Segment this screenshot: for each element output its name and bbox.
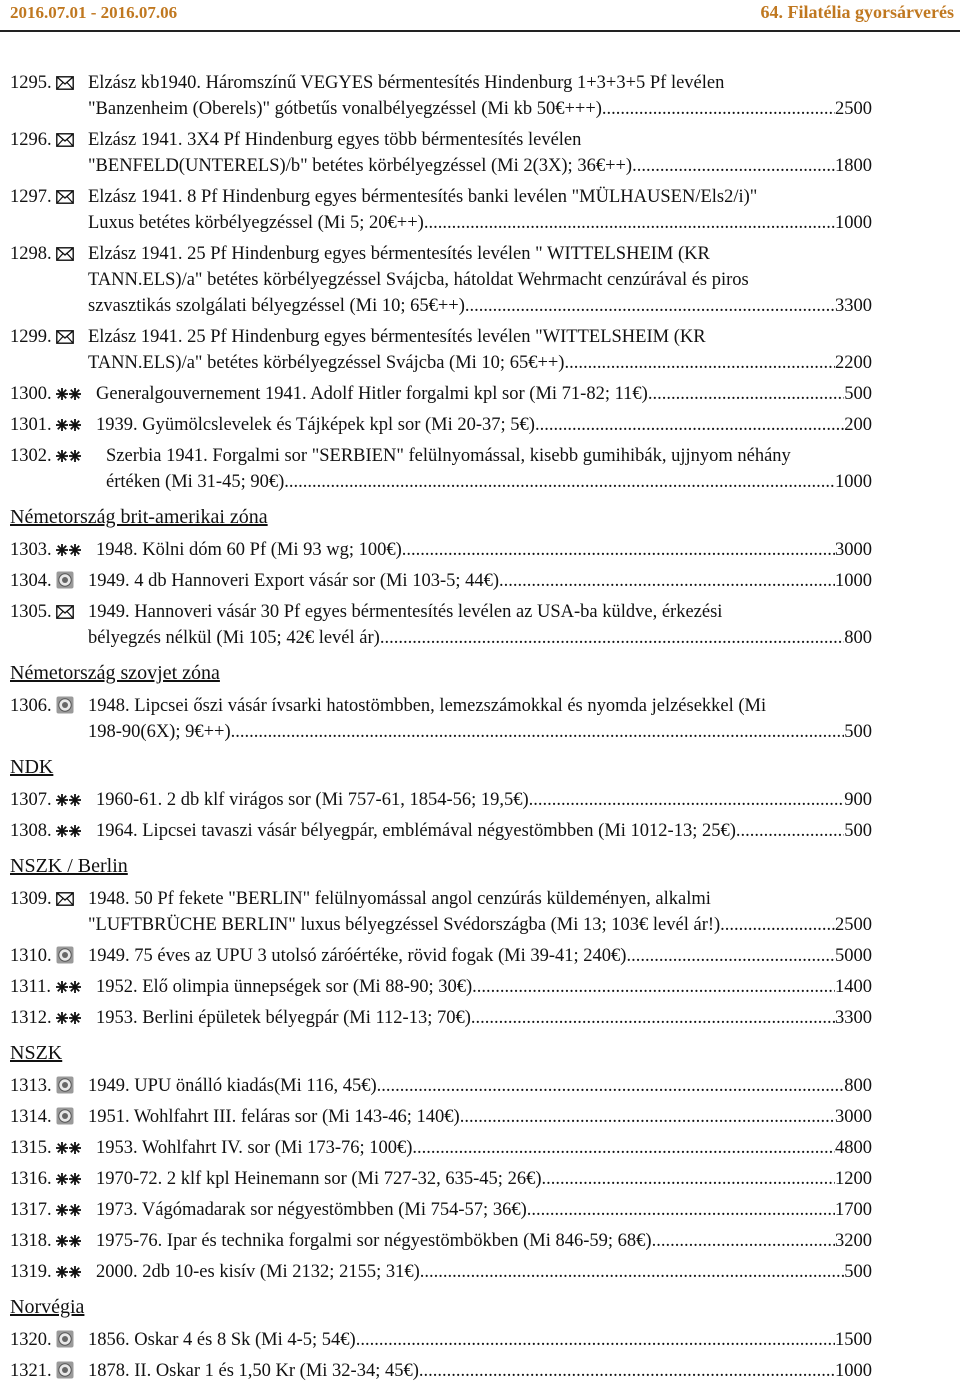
mint-stars-icon xyxy=(56,1141,82,1155)
dot-leader xyxy=(420,1259,845,1285)
envelope-icon xyxy=(56,247,74,261)
dot-leader xyxy=(356,1327,835,1353)
lot-entry xyxy=(10,1135,872,1161)
lot-description-line: 1964. Lipcsei tavaszi vásár bélyegpár, emblémával négyestömbben (Mi 1012-13; 25€) xyxy=(96,821,736,841)
lot-number: 1305. xyxy=(10,602,52,622)
dot-leader xyxy=(527,1197,835,1223)
dot-leader xyxy=(402,537,835,563)
starting-price: 1800 xyxy=(835,156,872,176)
lot-entry xyxy=(10,443,872,495)
dot-leader xyxy=(541,1166,835,1192)
dot-leader xyxy=(471,1005,835,1031)
starting-price: 900 xyxy=(844,790,872,810)
starting-price: 500 xyxy=(844,722,872,742)
dot-leader xyxy=(626,943,835,969)
dot-leader xyxy=(535,412,844,438)
dot-leader xyxy=(231,719,845,745)
starting-price: 2500 xyxy=(835,915,872,935)
dot-leader xyxy=(460,1104,835,1130)
lot-description-line: 1939. Gyümölcslevelek és Tájképek kpl sor (Mi 20-37; 5€) xyxy=(96,415,535,435)
lot-entry xyxy=(10,1327,872,1353)
starting-price: 1000 xyxy=(835,213,872,233)
starting-price: 3000 xyxy=(835,540,872,560)
mint-stars-icon xyxy=(56,1203,82,1217)
lot-description-line: 1960-61. 2 db klf virágos sor (Mi 757-61, 1854-56; 19,5€) xyxy=(96,790,529,810)
dot-leader xyxy=(412,1135,835,1161)
envelope-icon xyxy=(56,330,74,344)
lot-number: 1307. xyxy=(10,790,52,810)
lot-entry xyxy=(10,943,872,969)
mint-stars-icon xyxy=(56,1265,82,1279)
lot-number: 1296. xyxy=(10,130,52,150)
section-heading: NDK xyxy=(10,756,54,778)
starting-price: 1500 xyxy=(835,1330,872,1350)
dot-leader xyxy=(632,153,835,179)
lot-entry xyxy=(10,381,872,407)
starting-price: 1700 xyxy=(835,1200,872,1220)
lot-number: 1297. xyxy=(10,187,52,207)
starting-price: 3300 xyxy=(835,1008,872,1028)
date-range: 2016.07.01 - 2016.07.06 xyxy=(10,3,178,22)
lot-description-line: 1973. Vágómadarak sor négyestömbben (Mi 754-57; 36€) xyxy=(96,1200,527,1220)
lot-number: 1318. xyxy=(10,1231,52,1251)
envelope-icon xyxy=(56,605,74,619)
dot-leader xyxy=(602,96,835,122)
lot-number: 1320. xyxy=(10,1330,52,1350)
lot-description-line: "BENFELD(UNTERELS)/b" betétes körbélyegzéssel (Mi 2(3X); 36€++) xyxy=(88,156,633,176)
dot-leader xyxy=(652,1228,835,1254)
dot-leader xyxy=(499,568,835,594)
lot-entry xyxy=(10,241,872,319)
lot-number: 1317. xyxy=(10,1200,52,1220)
starting-price: 2500 xyxy=(835,99,872,119)
lot-description-line: Generalgouvernement 1941. Adolf Hitler forgalmi kpl sor (Mi 71-82; 11€) xyxy=(96,384,648,404)
lot-entry xyxy=(10,787,872,813)
section-heading: Németország szovjet zóna xyxy=(10,662,220,684)
lot-number: 1314. xyxy=(10,1107,52,1127)
lot-description-line: 1856. Oskar 4 és 8 Sk (Mi 4-5; 54€) xyxy=(88,1330,356,1350)
lot-entry xyxy=(10,1197,872,1223)
starting-price: 3200 xyxy=(835,1231,872,1251)
starting-price: 4800 xyxy=(835,1138,872,1158)
mint-stars-icon xyxy=(56,1172,82,1186)
lot-entry xyxy=(10,974,872,1000)
lot-entry xyxy=(10,1228,872,1254)
lot-description-line: Elzász kb1940. Háromszínű VEGYES bérmentesítés Hindenburg 1+3+3+5 Pf levélen xyxy=(88,73,725,93)
mint-stars-icon xyxy=(56,824,82,838)
dot-leader xyxy=(465,293,835,319)
used-stamp-icon xyxy=(56,696,74,714)
starting-price: 5000 xyxy=(835,946,872,966)
lot-description-line: 1949. UPU önálló kiadás(Mi 116, 45€) xyxy=(88,1076,377,1096)
lot-number: 1313. xyxy=(10,1076,52,1096)
lot-description-line: értéken (Mi 31-45; 90€) xyxy=(106,472,285,492)
lot-description-line: TANN.ELS)/a" betétes körbélyegzéssel Svájcba (Mi 10; 65€++) xyxy=(88,353,565,373)
lot-entry xyxy=(10,184,872,236)
catalog-title: 64. Filatélia gyorsárverés xyxy=(760,2,954,22)
lot-list xyxy=(10,70,872,1389)
lot-description-line: 1953. Wohlfahrt IV. sor (Mi 173-76; 100€) xyxy=(96,1138,413,1158)
lot-entry xyxy=(10,886,872,938)
dot-leader xyxy=(377,1073,845,1099)
lot-description-line: 1949. Hannoveri vásár 30 Pf egyes bérmentesítés levélen az USA-ba küldve, érkezési xyxy=(88,602,723,622)
lot-description-line: 1948. Kölni dóm 60 Pf (Mi 93 wg; 100€) xyxy=(96,540,402,560)
starting-price: 800 xyxy=(844,628,872,648)
lot-description-line: 2000. 2db 10-es kisív (Mi 2132; 2155; 31€) xyxy=(96,1262,420,1282)
lot-description-line: 1948. Lipcsei őszi vásár ívsarki hatostömbben, lemezszámokkal és nyomda jelzésekkel (Mi xyxy=(88,696,767,716)
mint-stars-icon xyxy=(56,543,82,557)
lot-description-line: Elzász 1941. 3X4 Pf Hindenburg egyes több bérmentesítés levélen xyxy=(88,130,582,150)
starting-price: 1000 xyxy=(835,571,872,591)
lot-description-line: szvasztikás szolgálati bélyegzéssel (Mi 10; 65€++) xyxy=(88,296,465,316)
dot-leader xyxy=(720,912,835,938)
lot-entry xyxy=(10,818,872,844)
section-heading: Németország brit-amerikai zóna xyxy=(10,506,268,528)
lot-description-line: 1878. II. Oskar 1 és 1,50 Kr (Mi 32-34; 45€) xyxy=(88,1361,419,1381)
starting-price: 500 xyxy=(844,384,872,404)
lot-entry xyxy=(10,412,872,438)
lot-number: 1300. xyxy=(10,384,52,404)
dot-leader xyxy=(424,210,835,236)
lot-number: 1319. xyxy=(10,1262,52,1282)
lot-description-line: TANN.ELS)/a" betétes körbélyegzéssel Svájcba, hátoldat Wehrmacht cenzúrával és piros xyxy=(88,270,749,290)
lot-description-line: Elzász 1941. 25 Pf Hindenburg egyes bérmentesítés levélen "WITTELSHEIM (KR xyxy=(88,327,706,347)
section-heading: NSZK xyxy=(10,1042,63,1064)
envelope-icon xyxy=(56,190,74,204)
lot-entry xyxy=(10,1166,872,1192)
starting-price: 3000 xyxy=(835,1107,872,1127)
mint-stars-icon xyxy=(56,387,82,401)
lot-entry xyxy=(10,324,872,376)
dot-leader xyxy=(736,818,844,844)
mint-stars-icon xyxy=(56,1011,82,1025)
lot-number: 1311. xyxy=(10,977,51,997)
lot-number: 1306. xyxy=(10,696,52,716)
page-header xyxy=(0,0,960,32)
lot-description-line: bélyegzés nélkül (Mi 105; 42€ levél ár) xyxy=(88,628,380,648)
lot-entry xyxy=(10,127,872,179)
starting-price: 200 xyxy=(844,415,872,435)
starting-price: 800 xyxy=(844,1076,872,1096)
lot-number: 1303. xyxy=(10,540,52,560)
lot-description-line: 1970-72. 2 klf kpl Heinemann sor (Mi 727-32, 635-45; 26€) xyxy=(96,1169,542,1189)
lot-number: 1302. xyxy=(10,446,52,466)
lot-description-line: 198-90(6X); 9€++) xyxy=(88,722,231,742)
lot-description-line: Szerbia 1941. Forgalmi sor "SERBIEN" felülnyomással, kisebb gumihibák, ujjnyom néhány xyxy=(106,446,791,466)
lot-number: 1295. xyxy=(10,73,52,93)
lot-description-line: Elzász 1941. 8 Pf Hindenburg egyes bérmentesítés banki levélen "MÜLHAUSEN/Els2/i)" xyxy=(88,187,758,207)
mint-stars-icon xyxy=(56,793,82,807)
dot-leader xyxy=(564,350,835,376)
starting-price: 500 xyxy=(844,821,872,841)
lot-number: 1309. xyxy=(10,889,52,909)
lot-entry xyxy=(10,1259,872,1285)
lot-description-line: 1953. Berlini épületek bélyegpár (Mi 112-13; 70€) xyxy=(96,1008,471,1028)
lot-number: 1310. xyxy=(10,946,52,966)
lot-entry xyxy=(10,693,872,745)
lot-entry xyxy=(10,1073,872,1099)
used-stamp-icon xyxy=(56,1107,74,1125)
lot-entry xyxy=(10,537,872,563)
dot-leader xyxy=(472,974,835,1000)
lot-number: 1299. xyxy=(10,327,52,347)
dot-leader xyxy=(529,787,845,813)
used-stamp-icon xyxy=(56,1330,74,1348)
mint-stars-icon xyxy=(56,1234,82,1248)
lot-number: 1321. xyxy=(10,1361,52,1381)
starting-price: 1400 xyxy=(835,977,872,997)
lot-number: 1301. xyxy=(10,415,52,435)
lot-number: 1298. xyxy=(10,244,52,264)
starting-price: 1000 xyxy=(835,472,872,492)
envelope-icon xyxy=(56,133,74,147)
used-stamp-icon xyxy=(56,571,74,589)
starting-price: 1200 xyxy=(835,1169,872,1189)
lot-description-line: 1949. 75 éves az UPU 3 utolsó záróértéke, rövid fogak (Mi 39-41; 240€) xyxy=(88,946,627,966)
lot-description-line: 1975-76. Ipar és technika forgalmi sor négyestömbökben (Mi 846-59; 68€) xyxy=(96,1231,652,1251)
envelope-icon xyxy=(56,892,74,906)
dot-leader xyxy=(284,469,835,495)
envelope-icon xyxy=(56,76,74,90)
lot-number: 1315. xyxy=(10,1138,52,1158)
mint-stars-icon xyxy=(56,418,82,432)
lot-description-line: 1948. 50 Pf fekete "BERLIN" felülnyomással angol cenzúrás küldeményen, alkalmi xyxy=(88,889,711,909)
starting-price: 1000 xyxy=(835,1361,872,1381)
used-stamp-icon xyxy=(56,1361,74,1379)
lot-description-line: Luxus betétes körbélyegzéssel (Mi 5; 20€++) xyxy=(88,213,424,233)
dot-leader xyxy=(380,625,844,651)
starting-price: 2200 xyxy=(835,353,872,373)
dot-leader xyxy=(419,1358,835,1384)
lot-entry xyxy=(10,1104,872,1130)
lot-entry xyxy=(10,568,872,594)
lot-number: 1312. xyxy=(10,1008,52,1028)
mint-stars-icon xyxy=(56,980,82,994)
lot-entry xyxy=(10,1358,872,1384)
lot-description-line: 1952. Elő olimpia ünnepségek sor (Mi 88-90; 30€) xyxy=(96,977,473,997)
lot-description-line: 1951. Wohlfahrt III. feláras sor (Mi 143-46; 140€) xyxy=(88,1107,460,1127)
lot-description-line: Elzász 1941. 25 Pf Hindenburg egyes bérmentesítés levélen " WITTELSHEIM (KR xyxy=(88,244,710,264)
lot-number: 1308. xyxy=(10,821,52,841)
lot-entry xyxy=(10,599,872,651)
lot-description-line: "LUFTBRÜCHE BERLIN" luxus bélyegzéssel Svédországba (Mi 13; 103€ levél ár!) xyxy=(88,915,721,935)
lot-entry xyxy=(10,70,872,122)
lot-description-line: "Banzenheim (Oberels)" gótbetűs vonalbélyegzéssel (Mi kb 50€+++) xyxy=(88,99,602,119)
section-heading: NSZK / Berlin xyxy=(10,855,128,877)
starting-price: 3300 xyxy=(835,296,872,316)
starting-price: 500 xyxy=(844,1262,872,1282)
mint-stars-icon xyxy=(56,449,82,463)
lot-entry xyxy=(10,1005,872,1031)
dot-leader xyxy=(648,381,844,407)
section-heading: Norvégia xyxy=(10,1296,85,1318)
lot-number: 1316. xyxy=(10,1169,52,1189)
lot-number: 1304. xyxy=(10,571,52,591)
used-stamp-icon xyxy=(56,1076,74,1094)
used-stamp-icon xyxy=(56,946,74,964)
lot-description-line: 1949. 4 db Hannoveri Export vásár sor (Mi 103-5; 44€) xyxy=(88,571,500,591)
